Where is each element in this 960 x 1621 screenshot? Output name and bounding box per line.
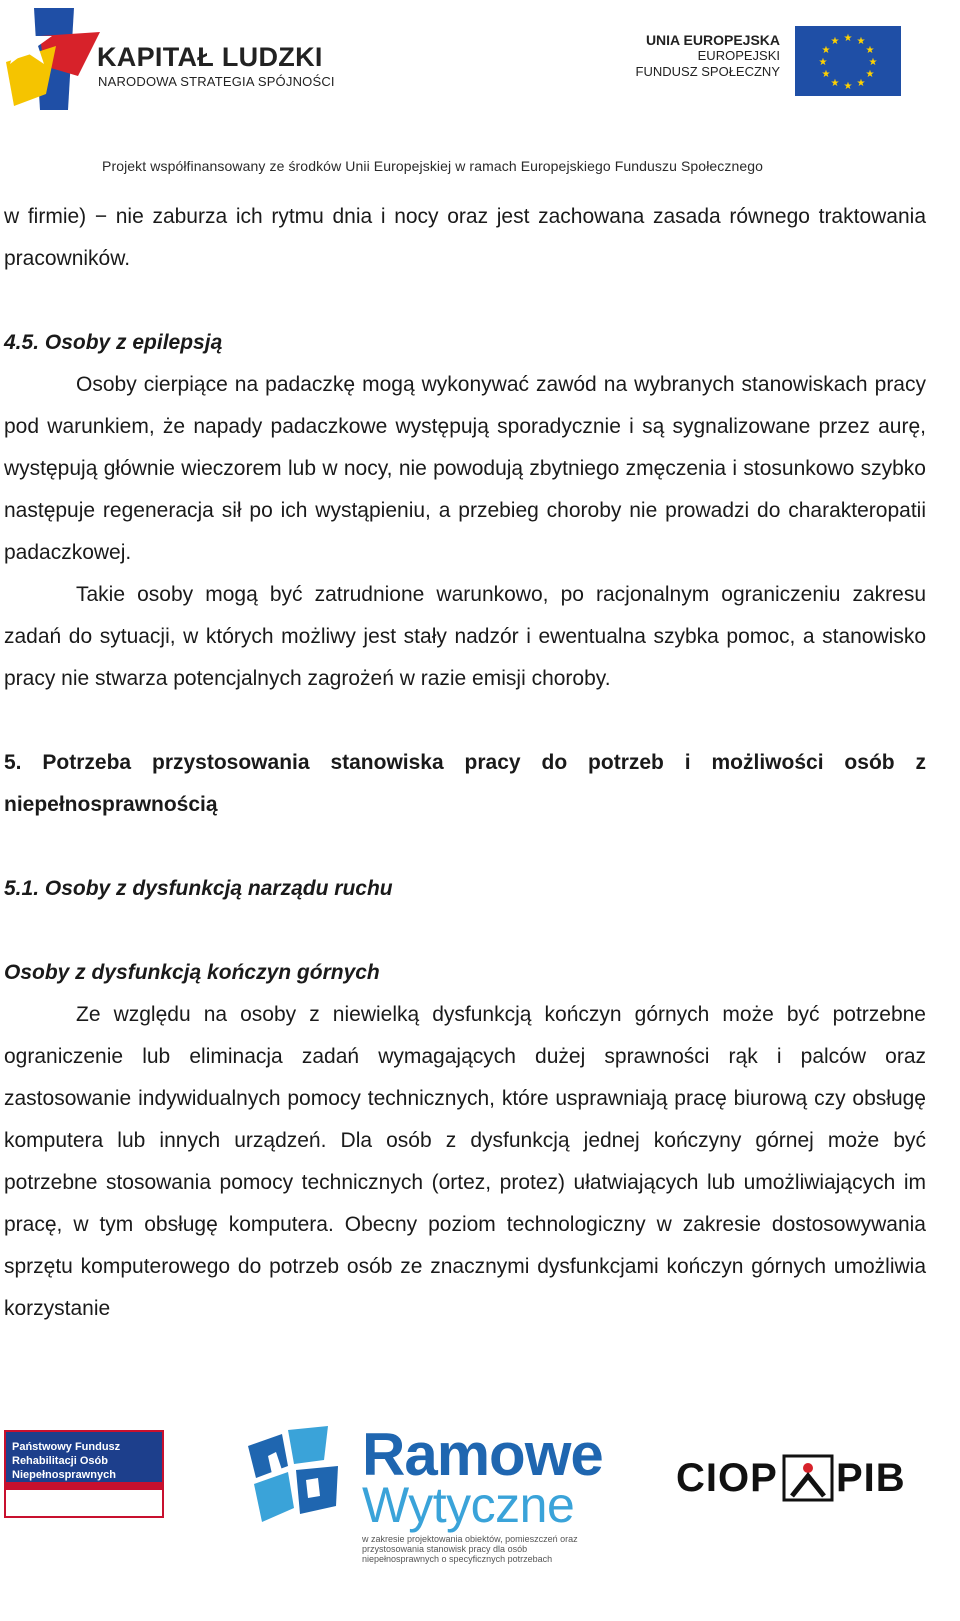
ramowe-title: Ramowe: [362, 1421, 603, 1488]
paragraph-continuation: w firmie) − nie zaburza ich rytmu dnia i nocy oraz jest zachowana zasada równego traktowania pracowników.: [4, 205, 926, 270]
paragraph-epilepsy-2: Takie osoby mogą być zatrudnione warunkowo, po racjonalnym ograniczeniu zakresu zadań do sytuacji, w których możliwy jest stały nadzór i ewentualna szybka pomoc, a stanowisko pracy nie stwarza potencjalnych zagrożeń w razie emisji choroby.: [4, 583, 926, 690]
pfron-logo: [4, 1430, 164, 1518]
eu-line-2: EUROPEJSKI: [697, 48, 780, 63]
ciop-pib-mark-icon: [782, 1454, 834, 1502]
svg-text:★: ★: [830, 36, 840, 47]
document-body: [4, 196, 926, 1330]
pfron-logo-text: Państwowy Fundusz Rehabilitacji Osób Niepełnosprawnych: [12, 1441, 121, 1481]
svg-text:★: ★: [868, 57, 878, 68]
eu-line-3: FUNDUSZ SPOŁECZNY: [635, 64, 780, 79]
svg-text:★: ★: [865, 69, 875, 80]
page-header: [0, 0, 960, 190]
svg-text:★: ★: [830, 78, 840, 89]
paragraph-upper-limbs: Ze względu na osoby z niewielką dysfunkcją kończyn górnych może być potrzebne ograniczenie lub eliminacja zadań wymagających dużej sprawności rąk i palców oraz zastosowanie indywidualnych pomocy technicznych, które usprawniają pracę biurową czy obsługę komputera lub innych urządzeń. Dla osób z dysfunkcją jednej kończyny górnej może być potrzebne stosowania pomocy technicznych (ortez, protez) ułatwiających lub umożliwiających im pracę, w tym obsługę komputera. Obecny poziom technologiczny w zakresie dostosowywania sprzętu komputerowego do potrzeb osób ze znacznymi dysfunkcjami kończyn górnych umożliwia korzystanie: [4, 1003, 926, 1320]
paragraph-epilepsy-1: Osoby cierpiące na padaczkę mogą wykonywać zawód na wybranych stanowiskach pracy pod warunkiem, że napady padaczkowe występują sporadycznie i są sygnalizowane przez aurę, występują głównie wieczorem lub w nocy, nie powodują zbytniego zmęczenia i stosunkowo szybko następuje regeneracja sił po ich wystąpieniu, a przebieg choroby nie prowadzi do charakteropatii padaczkowej.: [4, 373, 926, 564]
section-heading-5: 5. Potrzeba przystosowania stanowiska pracy do potrzeb i możliwości osób z niepełnosprawnością: [4, 751, 926, 816]
eu-flag-icon: [795, 26, 901, 96]
section-heading-4-5: 4.5. Osoby z epilepsją: [4, 331, 223, 354]
eu-line-1: UNIA EUROPEJSKA: [645, 32, 780, 48]
svg-text:★: ★: [856, 78, 866, 89]
wytyczne-title: Wytyczne: [362, 1477, 575, 1533]
cofinancing-note: Projekt współfinansowany ze środków Unii Europejskiej w ramach Europejskiego Funduszu Społecznego: [102, 158, 764, 174]
subsection-heading: Osoby z dysfunkcją kończyn górnych: [4, 961, 380, 984]
svg-text:★: ★: [821, 45, 831, 56]
kapital-ludzki-subtitle: NARODOWA STRATEGIA SPÓJNOŚCI: [98, 74, 335, 89]
eu-text-block: [636, 32, 780, 80]
ramowe-wytyczne-mark-icon: [248, 1426, 340, 1530]
svg-text:★: ★: [818, 57, 828, 68]
svg-text:★: ★: [865, 45, 875, 56]
svg-text:★: ★: [856, 36, 866, 47]
svg-text:★: ★: [821, 69, 831, 80]
pib-logo-text: PIB: [836, 1456, 906, 1500]
svg-text:★: ★: [843, 81, 853, 92]
kapital-ludzki-logo-icon: [4, 6, 104, 114]
kapital-ludzki-title: KAPITAŁ LUDZKI: [97, 42, 323, 72]
ramowe-wytyczne-subtitle: w zakresie projektowania obiektów, pomieszczeń oraz przystosowania stanowisk pracy dla osób niepełnosprawnych o specyficznych potrzebach: [362, 1534, 578, 1564]
section-heading-5-1: 5.1. Osoby z dysfunkcją narządu ruchu: [4, 877, 393, 900]
ciop-logo-text: CIOP: [676, 1456, 778, 1500]
svg-text:★: ★: [843, 33, 853, 44]
page-footer: [0, 1410, 960, 1621]
